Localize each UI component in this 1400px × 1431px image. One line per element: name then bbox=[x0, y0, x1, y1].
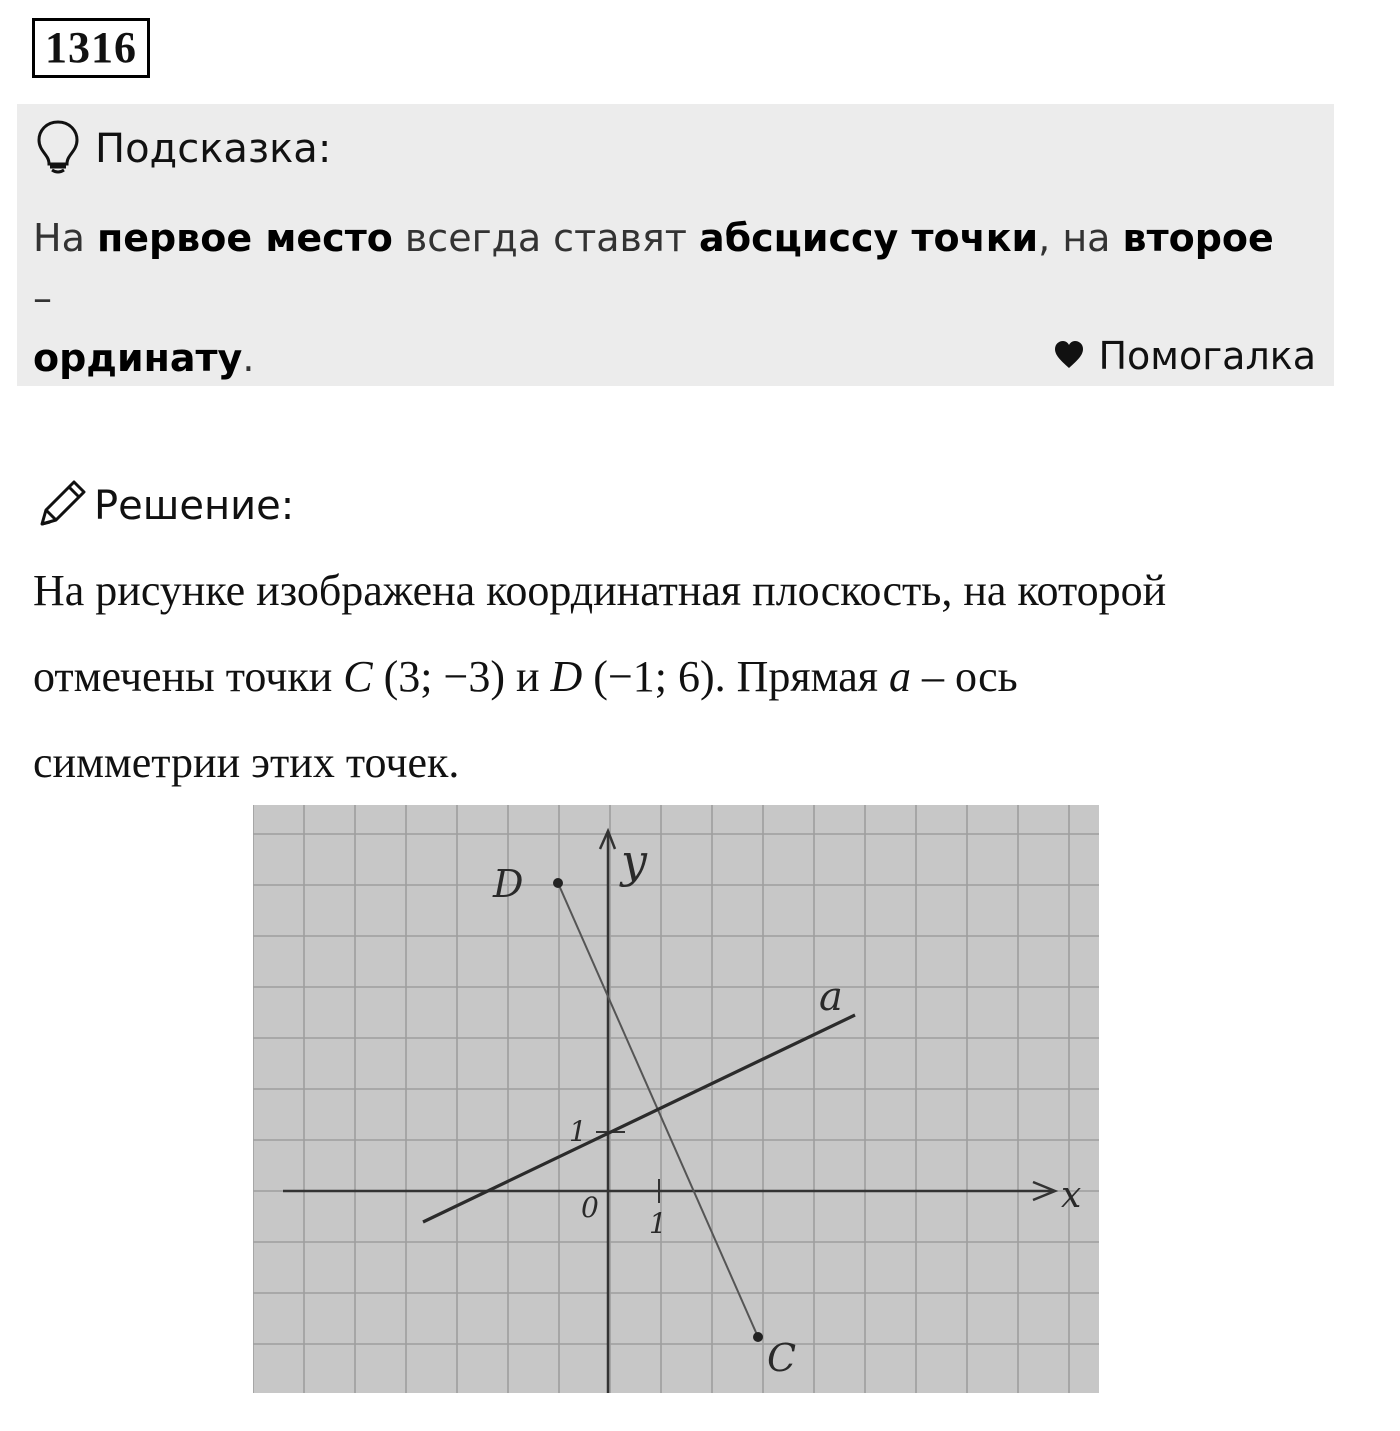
lightbulb-icon bbox=[35, 118, 81, 179]
hint-box bbox=[17, 104, 1334, 386]
credit-label: Помогалка bbox=[1098, 334, 1316, 378]
heart-icon bbox=[1054, 334, 1084, 378]
label-a: a bbox=[819, 974, 843, 1020]
hint-header bbox=[35, 118, 331, 179]
solution-line-3: симметрии этих точек. bbox=[33, 738, 460, 787]
task-number: 1316 bbox=[32, 18, 150, 78]
label-c: C bbox=[767, 1336, 797, 1380]
label-one-x: 1 bbox=[649, 1207, 667, 1240]
hint-text: На первое место всегда ставят абсциссу точки, на второе – ординату. bbox=[33, 216, 1274, 380]
pencil-icon bbox=[34, 478, 88, 533]
coordinate-plane-photo bbox=[253, 805, 1099, 1393]
solution-header bbox=[34, 478, 294, 533]
solution-line-2: отмечены точки C (3; −3) и D (−1; 6). Прямая a – ось bbox=[33, 652, 1018, 701]
point-c bbox=[753, 1332, 763, 1342]
hint-title: Подсказка: bbox=[95, 125, 332, 172]
coordinate-plane-drawing bbox=[253, 805, 1099, 1393]
label-origin: 0 bbox=[581, 1191, 599, 1224]
label-y: y bbox=[621, 834, 647, 888]
point-d bbox=[553, 878, 563, 888]
solution-line-1: На рисунке изображена координатная плоскость, на которой bbox=[33, 566, 1167, 615]
label-one-y: 1 bbox=[569, 1115, 587, 1148]
label-x: x bbox=[1061, 1175, 1082, 1216]
label-d: D bbox=[493, 862, 524, 906]
credit bbox=[1054, 334, 1316, 378]
solution-text bbox=[33, 548, 1353, 806]
solution-title: Решение: bbox=[94, 482, 295, 529]
